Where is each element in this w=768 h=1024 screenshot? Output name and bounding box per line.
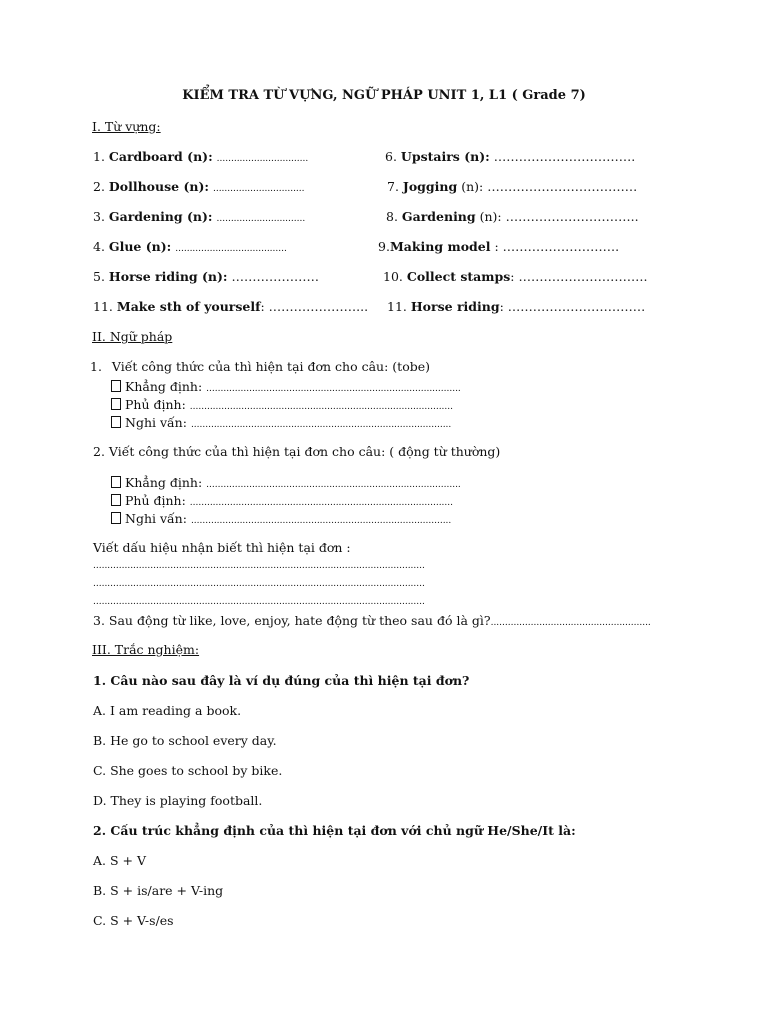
vocab-item-5: [93, 271, 319, 284]
q3-blank[interactable]: ........................................................: [490, 618, 651, 628]
grammar-q2-text: 2. Viết công thức của thì hiện tại đơn cho câu: ( động từ thường): [93, 444, 501, 459]
vocab-item-8: [386, 211, 639, 224]
vocab-word: Make sth of yourself: [116, 299, 261, 314]
section-3-heading: III. Trắc nghiệm:: [92, 642, 200, 657]
worksheet-title: KIỂM TRA TỪ VỰNG, NGỮ PHÁP UNIT 1, L1 ( Grade 7): [182, 88, 586, 103]
vocab-item-11b: [387, 301, 645, 314]
q2-interrogative-line: [111, 512, 451, 526]
vocab-blank[interactable]: …………………: [231, 269, 320, 284]
q1-negative-line: [111, 398, 453, 412]
q2-affirmative-line: [111, 476, 461, 490]
line-label: Phủ định:: [125, 493, 186, 508]
vocab-number: 6.: [385, 149, 397, 164]
checkbox-icon: [111, 416, 121, 428]
vocab-item-1: [93, 151, 308, 164]
mcq-1-option-c[interactable]: C. She goes to school by bike.: [93, 763, 283, 778]
vocab-blank[interactable]: : ……………………………: [499, 299, 646, 314]
mcq-1-option-d[interactable]: D. They is playing football.: [93, 793, 263, 808]
vocab-number: 3.: [93, 209, 105, 224]
q1-interrogative-line: [111, 416, 451, 430]
line-blank[interactable]: ............................................................................................: [189, 498, 453, 508]
signs-answer-line[interactable]: ....................................................................................................................: [93, 597, 425, 607]
mcq-1-option-a[interactable]: A. I am reading a book.: [93, 703, 242, 718]
vocab-blank[interactable]: : …………………...: [260, 299, 369, 314]
section-2-heading: II. Ngữ pháp: [92, 329, 173, 344]
vocab-word: Dollhouse (n):: [108, 179, 209, 194]
vocab-word: Upstairs (n):: [400, 149, 490, 164]
vocab-word: Collect stamps: [406, 269, 511, 284]
vocab-blank[interactable]: (n): …………………………..: [479, 209, 639, 224]
vocab-word: Gardening (n):: [108, 209, 213, 224]
line-blank[interactable]: ...........................................................................................: [190, 516, 452, 526]
vocab-blank[interactable]: .......................................: [175, 244, 287, 254]
vocab-item-10: [383, 271, 647, 284]
vocab-blank[interactable]: ................................: [212, 184, 305, 194]
line-blank[interactable]: ............................................................................................: [189, 402, 453, 412]
vocab-number: 9.: [378, 239, 390, 254]
vocab-number: 10.: [383, 269, 403, 284]
vocab-item-9: [378, 241, 619, 254]
vocab-blank[interactable]: : ……………………….: [494, 239, 620, 254]
line-blank[interactable]: ...........................................................................................: [190, 420, 452, 430]
signs-prompt: Viết dấu hiệu nhận biết thì hiện tại đơn :: [93, 540, 351, 555]
q1-number: 1.: [90, 359, 102, 374]
vocab-number: 5.: [93, 269, 105, 284]
vocab-item-7: [387, 181, 637, 194]
vocab-number: 1.: [93, 149, 105, 164]
line-label: Khẳng định:: [125, 475, 203, 490]
signs-answer-line[interactable]: ....................................................................................................................: [93, 561, 425, 571]
vocab-number: 4.: [93, 239, 105, 254]
vocab-number: 7.: [387, 179, 399, 194]
vocab-word: Horse riding (n):: [108, 269, 228, 284]
vocab-item-4: [93, 241, 287, 254]
grammar-q3: [93, 615, 651, 628]
vocab-word: Gardening: [401, 209, 476, 224]
checkbox-icon: [111, 398, 121, 410]
vocab-word: Making model: [389, 239, 491, 254]
checkbox-icon: [111, 476, 121, 488]
checkbox-icon: [111, 512, 121, 524]
line-label: Nghi vấn:: [125, 511, 187, 526]
signs-answer-line[interactable]: ....................................................................................................................: [93, 579, 425, 589]
mcq-1-question: 1. Câu nào sau đây là ví dụ đúng của thì hiện tại đơn?: [93, 673, 470, 688]
mcq-2-option-b[interactable]: B. S + is/are + V-ing: [93, 883, 224, 898]
vocab-number: 8.: [386, 209, 398, 224]
mcq-2-option-c[interactable]: C. S + V-s/es: [93, 913, 174, 928]
q2-negative-line: [111, 494, 453, 508]
vocab-blank[interactable]: : ………………………….: [510, 269, 648, 284]
line-blank[interactable]: .........................................................................................: [206, 480, 461, 490]
grammar-q1: [90, 361, 430, 374]
line-label: Nghi vấn:: [125, 415, 187, 430]
vocab-word: Horse riding: [410, 299, 500, 314]
checkbox-icon: [111, 380, 121, 392]
vocab-number: 2.: [93, 179, 105, 194]
mcq-2-question: 2. Cấu trúc khẳng định của thì hiện tại đơn với chủ ngữ He/She/It là:: [93, 823, 576, 838]
mcq-1-option-b[interactable]: B. He go to school every day.: [93, 733, 277, 748]
vocab-item-6: [385, 151, 635, 164]
vocab-number: 11.: [93, 299, 113, 314]
vocab-blank[interactable]: …………………………….: [493, 149, 636, 164]
line-blank[interactable]: .........................................................................................: [206, 384, 461, 394]
vocab-blank[interactable]: ...............................: [216, 214, 306, 224]
q3-text: 3. Sau động từ like, love, enjoy, hate động từ theo sau đó là gì?: [93, 613, 491, 628]
vocab-word: Jogging: [402, 179, 458, 194]
vocab-blank[interactable]: ................................: [216, 154, 309, 164]
vocab-item-3: [93, 211, 305, 224]
line-label: Phủ định:: [125, 397, 186, 412]
q1-text: Viết công thức của thì hiện tại đơn cho câu: (tobe): [111, 359, 430, 374]
vocab-word: Cardboard (n):: [108, 149, 213, 164]
line-label: Khẳng định:: [125, 379, 203, 394]
section-1-heading: I. Từ vựng:: [92, 119, 161, 134]
vocab-word: Glue (n):: [108, 239, 172, 254]
checkbox-icon: [111, 494, 121, 506]
q1-affirmative-line: [111, 380, 461, 394]
mcq-2-option-a[interactable]: A. S + V: [93, 853, 146, 868]
vocab-number: 11.: [387, 299, 407, 314]
vocab-item-11a: [93, 301, 368, 314]
vocab-blank[interactable]: (n): ………………………………: [461, 179, 638, 194]
vocab-item-2: [93, 181, 305, 194]
